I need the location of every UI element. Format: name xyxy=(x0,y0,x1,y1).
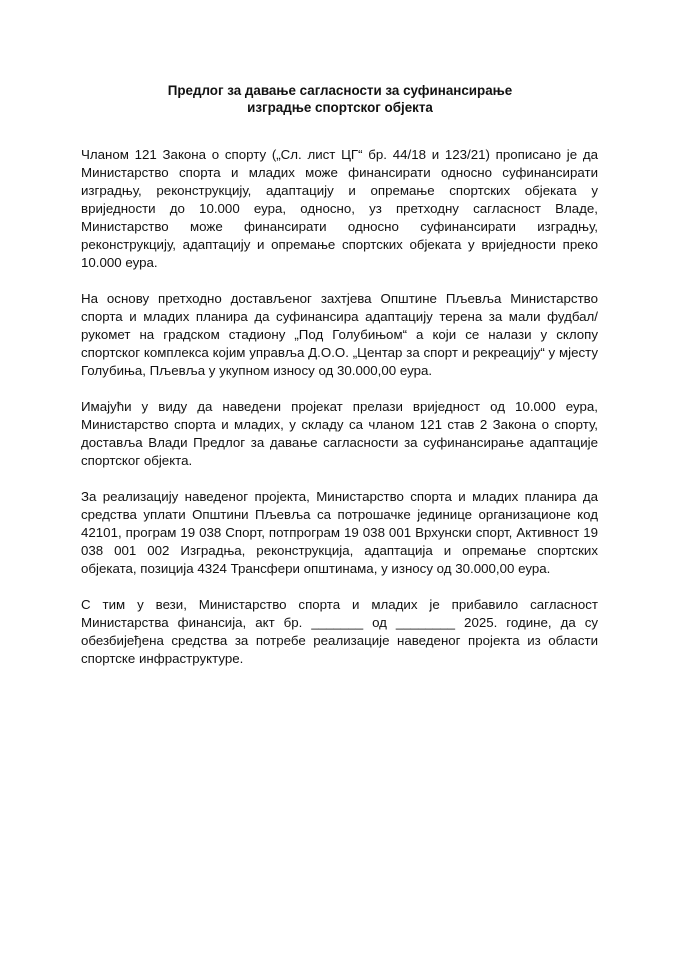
paragraph-legal-basis: Чланом 121 Закона о спорту („Сл. лист ЦГ“ бр. 44/18 и 123/21) прописано је да Министарство спорта и младих може финансирати односно суфинансирати изградњу, реконструкцију, адаптацију и опремање спортских објеката у вриједности до 10.000 еура, односно, уз претходну сагласност Владе, Министарство може финансирати односно суфинансирати изградњу, реконструкцију, адаптацију и опремање спортских објеката у вриједности преко 10.000 еура. xyxy=(81,147,598,270)
paragraph-consent: С тим у вези, Министарство спорта и младих је прибавило сагласност Министарства финансија, акт бр. _______ од ________ 2025. године, да су обезбијеђена средства за потребе реализације наведеног пројекта из области спортске инфраструктуре. xyxy=(81,597,598,666)
paragraph-request: На основу претходно достављеног захтјева Општине Пљевља Министарство спорта и младих планира да суфинансира адаптацију терена за мали фудбал/рукомет на градском стадиону „Под Голубињом“ а који се налази у склопу спортског комплекса којим управља Д.О.О. „Центар за спорт и рекреацију“ у мјесту Голубиња, Пљевља у укупном износу од 30.000,00 еура. xyxy=(81,291,598,378)
paragraph-budget: За реализацију наведеног пројекта, Министарство спорта и младих планира да средства уплати Општини Пљевља са потрошачке јединице организационе код 42101, програм 19 038 Спорт, потпрограм 19 038 001 Врхунски спорт, Активност 19 038 001 002 Изградња, реконструкција, адаптација и опремање спортских објеката, позиција 4324 Трансфери општинама, у износу од 30.000,00 еура. xyxy=(81,489,598,576)
document-body xyxy=(81,146,598,686)
title-line-1: Предлог за давање сагласности за суфинансирање xyxy=(167,83,513,98)
title-line-2: изградње спортског објекта xyxy=(247,100,433,115)
paragraph-value: Имајући у виду да наведени пројекат прелази вриједност од 10.000 еура, Министарство спорта и младих, у складу са чланом 121 став 2 Закона о спорту, доставља Влади Предлог за давање сагласности за суфинансирање адаптације спортског објекта. xyxy=(81,399,598,468)
document-title xyxy=(100,82,580,116)
